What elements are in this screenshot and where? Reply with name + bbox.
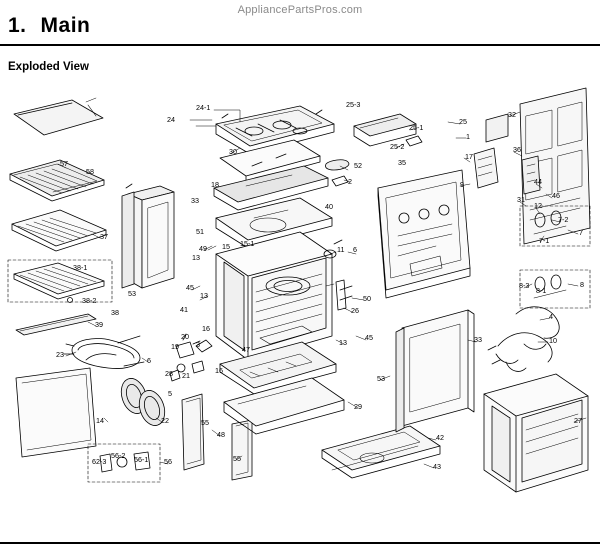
callout-label: 3 <box>196 340 200 349</box>
callout-label: 53 <box>128 289 136 298</box>
callout-label: 55 <box>233 454 241 463</box>
callout-label: 16 <box>202 324 210 333</box>
callout-label: 38 <box>111 308 119 317</box>
callout-label: 13 <box>200 291 208 300</box>
callout-label: 33 <box>474 335 482 344</box>
callout-label: 24 <box>167 115 175 124</box>
callout-label: 56-1 <box>134 455 149 464</box>
callout-label: 40 <box>325 202 333 211</box>
callout-label: 25-3 <box>346 100 361 109</box>
callout-label: 48 <box>217 430 225 439</box>
callout-label: 46 <box>552 191 560 200</box>
callout-label: 13 <box>192 253 200 262</box>
callout-label: 44 <box>534 177 542 186</box>
callout-label: 37 <box>100 232 108 241</box>
callout-label: 4 <box>549 312 553 321</box>
callout-label: 47 <box>242 345 250 354</box>
callout-label: 55 <box>201 418 209 427</box>
callout-label: 21 <box>182 371 190 380</box>
callout-label: 1 <box>466 132 470 141</box>
exploded-view-drawing <box>0 78 600 538</box>
callout-label: 49 <box>199 244 207 253</box>
callout-label: 16 <box>215 366 223 375</box>
callout-label: 42 <box>436 433 444 442</box>
callout-label: 58 <box>86 167 94 176</box>
bottom-divider <box>0 542 600 544</box>
section-title: Exploded View <box>8 61 89 73</box>
callout-label: 15-1 <box>240 239 255 248</box>
callout-label: 15 <box>222 242 230 251</box>
callout-label: 28 <box>165 369 173 378</box>
callout-label: 52 <box>354 161 362 170</box>
callout-label: 19 <box>171 342 179 351</box>
callout-label: 7 <box>579 228 583 237</box>
callout-label: 56-2 <box>111 451 126 460</box>
callout-label: 7-2 <box>558 215 569 224</box>
callout-label: 29 <box>354 402 362 411</box>
watermark: AppliancePartsPros.com <box>237 4 363 16</box>
callout-label: 10 <box>549 336 557 345</box>
callout-label: 62-3 <box>92 457 107 466</box>
callout-label: 45 <box>186 283 194 292</box>
callout-label: 39 <box>95 320 103 329</box>
callout-label: 11 <box>337 245 345 254</box>
callout-label: 17 <box>465 152 473 161</box>
callout-label: 31 <box>517 195 525 204</box>
callout-label: 56 <box>164 457 172 466</box>
callout-label: 5 <box>168 389 172 398</box>
callout-label: 8 <box>580 280 584 289</box>
callout-label: 6 <box>147 356 151 365</box>
title-divider <box>0 44 600 46</box>
callout-label: 38-1 <box>73 263 88 272</box>
callout-label: 9 <box>460 180 464 189</box>
callout-label: 24-1 <box>196 103 211 112</box>
exploded-view-diagram <box>0 78 600 538</box>
callout-label: 8-3 <box>519 281 530 290</box>
callout-label: 25 <box>459 117 467 126</box>
callout-label: 25-1 <box>409 123 424 132</box>
callout-label: 33 <box>191 196 199 205</box>
page-title <box>8 14 90 38</box>
callout-label: 35 <box>398 158 406 167</box>
callout-label: 18 <box>211 180 219 189</box>
callout-label: 30 <box>229 147 237 156</box>
callout-label: 13 <box>339 338 347 347</box>
callout-label: 41 <box>180 305 188 314</box>
callout-label: 27 <box>574 416 582 425</box>
callout-label: 23 <box>56 350 64 359</box>
callout-label: 51 <box>196 227 204 236</box>
callout-label: 20 <box>181 332 189 341</box>
callout-label: 50 <box>363 294 371 303</box>
page-number: 1. <box>8 14 27 37</box>
callout-label: 22 <box>161 416 169 425</box>
callout-label: 26 <box>351 306 359 315</box>
page-title-text: Main <box>40 14 91 37</box>
callout-label: 8-1 <box>536 286 547 295</box>
callout-label: 38-2 <box>82 296 97 305</box>
callout-label: 32 <box>508 110 516 119</box>
callout-label: 45 <box>365 333 373 342</box>
callout-label: 57 <box>60 159 68 168</box>
callout-label: 12 <box>534 201 542 210</box>
callout-label: 25-2 <box>390 142 405 151</box>
callout-label: 53 <box>377 374 385 383</box>
callout-label: 6 <box>353 245 357 254</box>
callout-label: 14 <box>96 416 104 425</box>
callout-label: 43 <box>433 462 441 471</box>
callout-label: 7-1 <box>539 236 550 245</box>
callout-label: 36 <box>513 145 521 154</box>
callout-label: 2 <box>348 177 352 186</box>
